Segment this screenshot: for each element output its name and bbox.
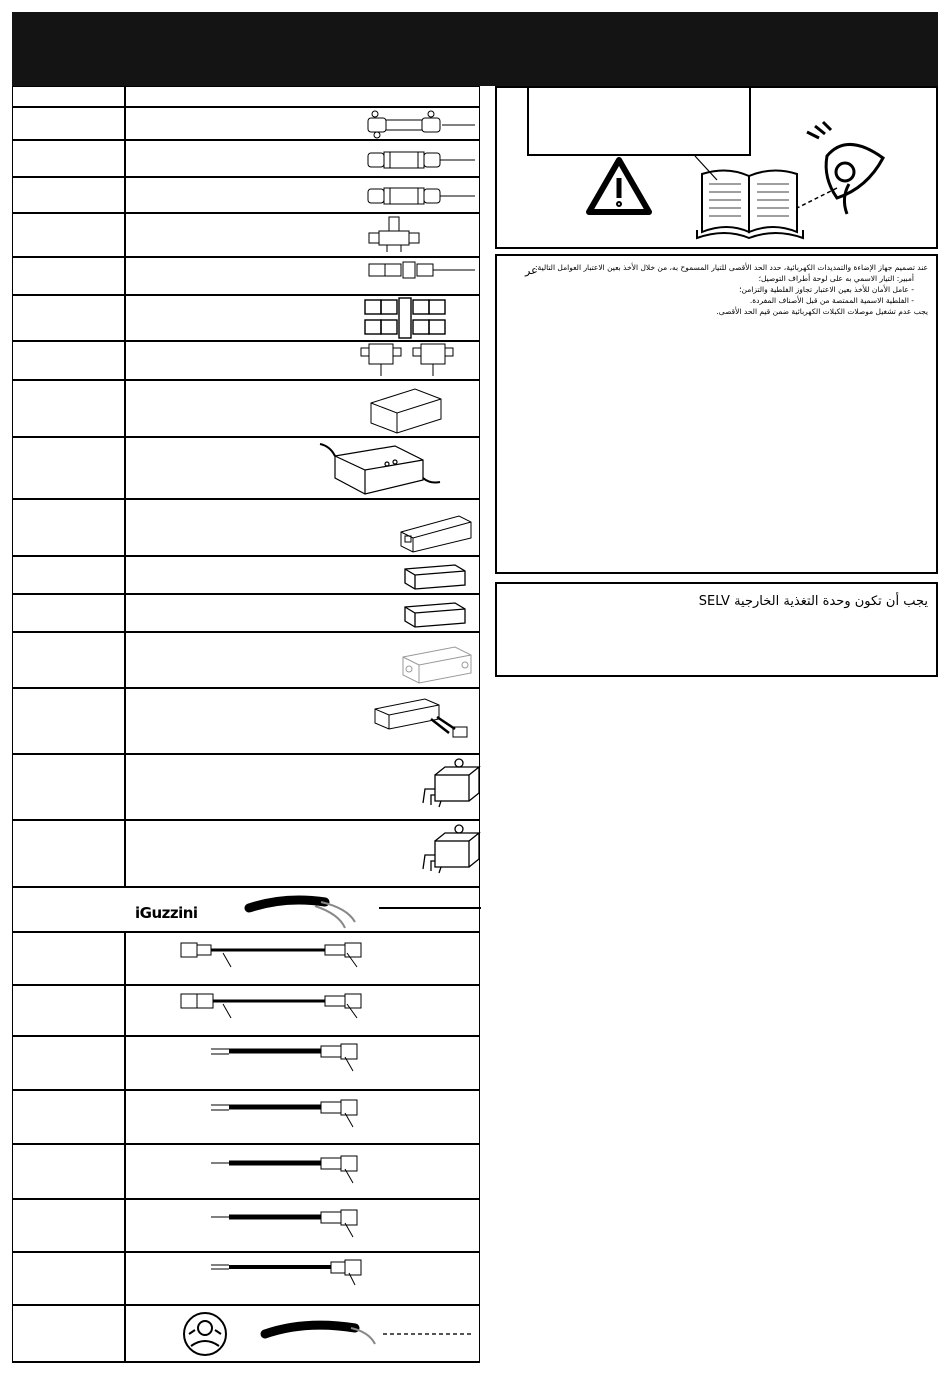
- table-row: [12, 437, 480, 500]
- table-row: [12, 820, 480, 888]
- cable-connector-icon: [125, 1037, 481, 1090]
- table-row: [12, 1199, 480, 1253]
- notice-line: - الفلطية الاسمية الممتصة من قبل الأصناف المفردة.: [749, 296, 914, 305]
- transformer-icon: [125, 755, 481, 820]
- cable-connector-icon: [125, 1145, 481, 1199]
- selv-text: يجب أن تكون وحدة التغذية الخارجية SELV: [698, 594, 928, 609]
- connector-straight-icon: [125, 108, 481, 140]
- table-row: [12, 1144, 480, 1200]
- table-row: [12, 556, 480, 595]
- notice-line: يجب عدم تشغيل موصلات الكبلات الكهربائية ضمن قيم الحد الأقصى.: [716, 307, 928, 316]
- warning-box: [495, 86, 938, 249]
- connector-t-icon: [125, 214, 481, 257]
- table-row: [12, 632, 480, 689]
- table-row: [12, 754, 480, 821]
- cable-connector-icon: [125, 1253, 481, 1305]
- connector-inline-icon: [125, 178, 481, 213]
- connector-double-icon: [125, 258, 481, 295]
- table-row: [12, 380, 480, 438]
- table-row: [12, 1090, 480, 1145]
- extension-cable-icon: [125, 933, 481, 985]
- notice-box: [495, 254, 938, 574]
- table-row: [12, 257, 480, 296]
- power-supply-icon: [125, 438, 481, 499]
- cable-connector-icon: [125, 1091, 481, 1144]
- service-row: [125, 1306, 481, 1362]
- table-header-row: [12, 86, 480, 108]
- enclosure-icon: [125, 633, 481, 688]
- connector-inline-icon: [125, 141, 481, 177]
- notice-line: عند تصميم جهاز الإضاءة والتمديدات الكهربائية، حدد الحد الأقصى للتيار المسموح به، من خلال الأخذ بعين الاعتبار العوامل التالية:: [535, 263, 928, 272]
- connector-quad-icon: [125, 296, 481, 341]
- cable-connector-icon: [125, 1200, 481, 1252]
- table-row: [12, 985, 480, 1037]
- junction-box-t-icon: [125, 342, 481, 380]
- driver-icon: [125, 557, 481, 594]
- table-row: [12, 177, 480, 214]
- table-row: [12, 1252, 480, 1306]
- table-row: [12, 213, 480, 258]
- table-row: [12, 1036, 480, 1091]
- driver-icon: [125, 595, 481, 632]
- table-row: [12, 295, 480, 342]
- driver-icon: [125, 500, 481, 556]
- selv-box: [495, 582, 938, 677]
- table-row: [12, 499, 480, 557]
- extension-cable-icon: [125, 986, 481, 1036]
- table-row: [12, 1305, 480, 1363]
- junction-box-icon: [125, 381, 481, 437]
- transformer-icon: [125, 821, 481, 887]
- table-row: [12, 140, 480, 178]
- language-tag: عر: [525, 264, 538, 277]
- driver-cable-icon: [125, 689, 481, 754]
- notice-line: - عامل الأمان للأخذ بعين الاعتبار تجاوز الفلطية والتزامن؛: [739, 285, 914, 294]
- table-row: [12, 932, 480, 986]
- notice-line: أمبير: التيار الاسمي به على لوحة أطراف التوصيل؛: [758, 274, 914, 283]
- table-row: [12, 688, 480, 755]
- table-row: [12, 594, 480, 633]
- read-manual-icon: [497, 88, 937, 248]
- iguzzini-logo: iGuzzini: [135, 904, 198, 922]
- brand-row: [12, 887, 480, 933]
- table-row: [12, 341, 480, 381]
- table-row: [12, 107, 480, 141]
- header-bar: [12, 12, 938, 86]
- notice-text: [528, 262, 928, 317]
